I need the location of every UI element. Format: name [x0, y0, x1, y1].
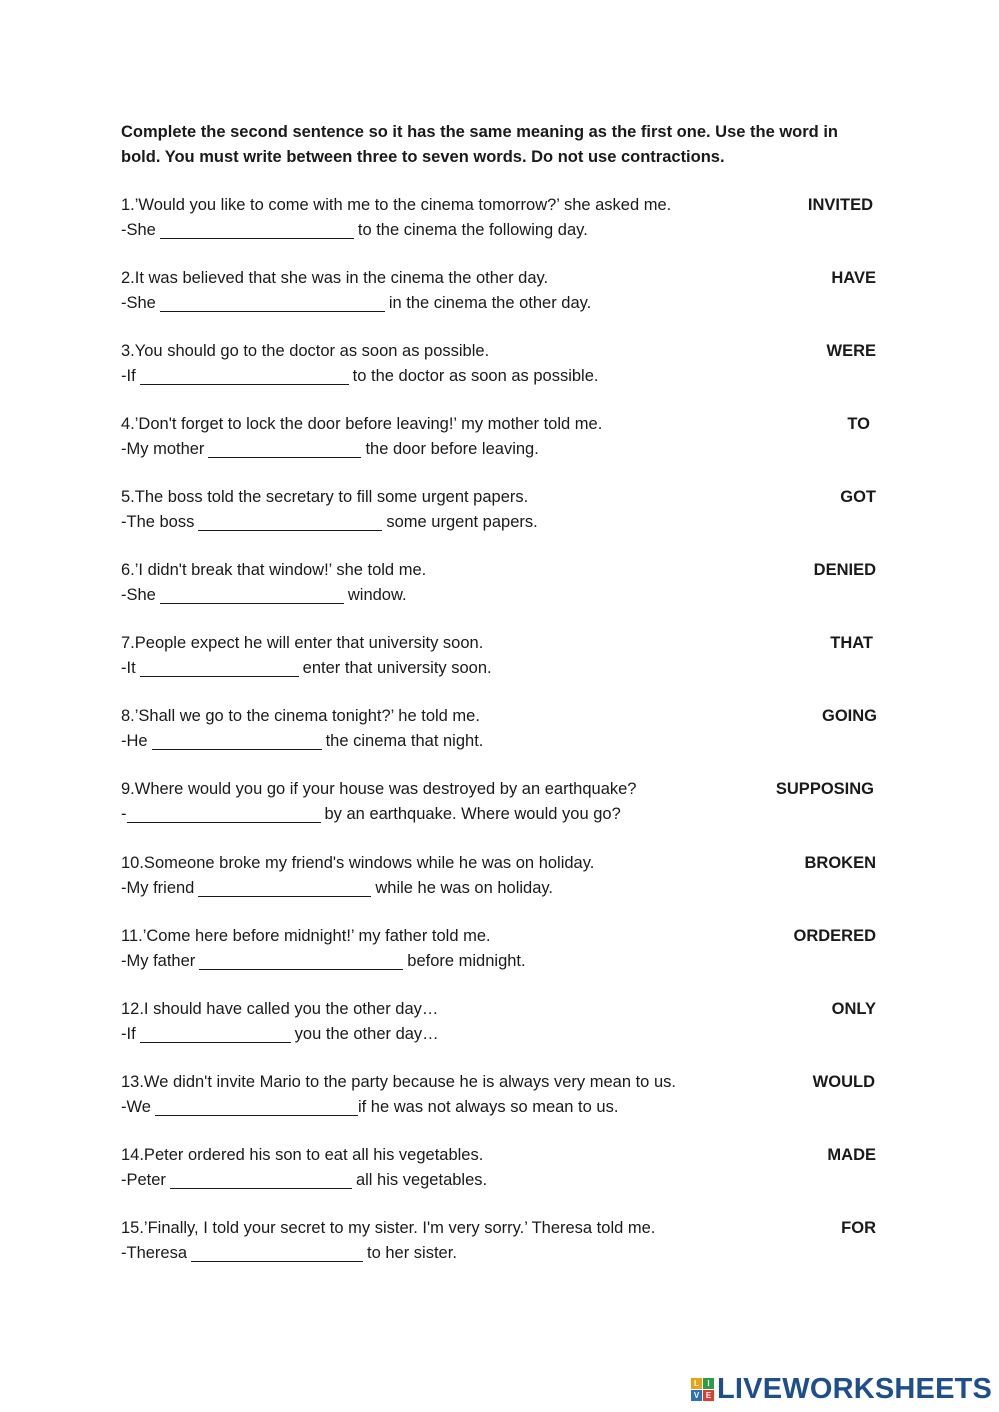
answer-input[interactable] — [140, 660, 299, 677]
answer-suffix: all his vegetables. — [355, 1170, 488, 1189]
original-sentence: 2.It was believed that she was in the cinema the other day. — [121, 269, 549, 287]
instructions: Complete the second sentence so it has the same meaning as the first one. Use the word in bold. You must write between three to seven words. Do not use contractions. — [121, 123, 839, 166]
original-sentence: 6.’I didn't break that window!’ she told me. — [121, 561, 427, 579]
logo-tile: V — [691, 1390, 702, 1401]
exercise-item — [121, 851, 876, 901]
original-sentence: 3.You should go to the doctor as soon as possible. — [121, 342, 490, 360]
answer-suffix: to her sister. — [367, 1243, 457, 1262]
answer-input[interactable] — [160, 587, 344, 604]
original-sentence: 5.The boss told the secretary to fill some urgent papers. — [121, 488, 529, 506]
answer-prefix: -She — [121, 293, 156, 312]
keyword: THAT — [830, 634, 873, 652]
answer-input[interactable] — [140, 1026, 291, 1043]
answer-input[interactable] — [199, 953, 403, 970]
exercise-item — [121, 1070, 876, 1120]
answer-prefix: -He — [121, 731, 148, 750]
answer-input[interactable] — [191, 1245, 363, 1262]
answer-input[interactable] — [140, 368, 349, 385]
exercise-item — [121, 412, 876, 462]
answer-prefix: -If — [121, 366, 136, 385]
answer-suffix: window. — [347, 585, 407, 604]
answer-line — [121, 1241, 876, 1266]
answer-line — [121, 656, 876, 681]
answer-suffix: the door before leaving. — [365, 439, 539, 458]
answer-prefix: -My mother — [121, 439, 205, 458]
answer-prefix: -She — [121, 220, 156, 239]
logo-tile: L — [691, 1378, 702, 1389]
exercise-item — [121, 266, 876, 316]
keyword: SUPPOSING — [775, 780, 874, 798]
keyword: ORDERED — [793, 927, 876, 945]
answer-suffix: if he was not always so mean to us. — [357, 1097, 619, 1116]
keyword: GOT — [840, 488, 876, 506]
answer-prefix: -If — [121, 1024, 136, 1043]
answer-prefix: -The boss — [121, 512, 195, 531]
answer-input[interactable] — [170, 1172, 352, 1189]
exercise-item — [121, 558, 876, 608]
answer-line — [121, 949, 876, 974]
original-sentence: 4.’Don't forget to lock the door before leaving!’ my mother told me. — [121, 415, 603, 433]
keyword: BROKEN — [804, 854, 876, 872]
original-sentence: 11.’Come here before midnight!’ my father told me. — [121, 927, 491, 945]
logo-icon — [691, 1378, 714, 1401]
keyword: ONLY — [831, 1000, 876, 1018]
original-sentence: 14.Peter ordered his son to eat all his vegetables. — [121, 1146, 484, 1164]
keyword: INVITED — [807, 196, 873, 214]
answer-suffix: by an earthquake. Where would you go? — [324, 804, 621, 823]
logo-text: LIVEWORKSHEETS — [717, 1372, 993, 1405]
original-sentence: 7.People expect he will enter that university soon. — [121, 634, 484, 652]
answer-prefix: -My friend — [121, 878, 195, 897]
answer-prefix: -She — [121, 585, 156, 604]
answer-input[interactable] — [160, 295, 385, 312]
answer-input[interactable] — [155, 1099, 358, 1116]
exercise-item — [121, 997, 876, 1047]
exercise-item — [121, 777, 876, 827]
answer-input[interactable] — [160, 222, 354, 239]
keyword: GOING — [821, 707, 877, 725]
answer-prefix: -It — [121, 658, 136, 677]
liveworksheets-logo — [691, 1374, 992, 1404]
original-sentence: 8.’Shall we go to the cinema tonight?’ he told me. — [121, 707, 480, 725]
answer-line — [121, 729, 876, 754]
logo-tile: E — [703, 1390, 714, 1401]
original-sentence: 10.Someone broke my friend's windows while he was on holiday. — [121, 854, 595, 872]
answer-prefix: -We — [121, 1097, 151, 1116]
original-sentence: 12.I should have called you the other day… — [121, 1000, 439, 1018]
exercise-item — [121, 339, 876, 389]
keyword: TO — [847, 415, 870, 433]
exercise-item — [121, 1216, 876, 1266]
exercise-item — [121, 924, 876, 974]
answer-suffix: enter that university soon. — [302, 658, 492, 677]
keyword: WERE — [826, 342, 876, 360]
answer-prefix: - — [121, 804, 127, 823]
answer-line — [121, 802, 876, 827]
answer-prefix: -My father — [121, 951, 196, 970]
original-sentence: 15.’Finally, I told your secret to my sister. I'm very sorry.’ Theresa told me. — [121, 1219, 656, 1237]
answer-input[interactable] — [198, 880, 371, 897]
keyword: WOULD — [812, 1073, 875, 1091]
answer-input[interactable] — [127, 806, 321, 823]
answer-line — [121, 583, 876, 608]
answer-prefix: -Peter — [121, 1170, 166, 1189]
logo-tile: I — [703, 1378, 714, 1389]
answer-line — [121, 1095, 876, 1120]
answer-suffix: before midnight. — [407, 951, 526, 970]
exercise-item — [121, 485, 876, 535]
keyword: DENIED — [813, 561, 876, 579]
answer-line — [121, 1022, 876, 1047]
answer-suffix: to the doctor as soon as possible. — [352, 366, 599, 385]
answer-prefix: -Theresa — [121, 1243, 188, 1262]
keyword: HAVE — [831, 269, 876, 287]
answer-input[interactable] — [152, 733, 322, 750]
answer-suffix: the cinema that night. — [325, 731, 484, 750]
keyword: FOR — [841, 1219, 876, 1237]
original-sentence: 9.Where would you go if your house was destroyed by an earthquake? — [121, 780, 637, 798]
answer-suffix: you the other day… — [294, 1024, 439, 1043]
original-sentence: 1.’Would you like to come with me to the cinema tomorrow?’ she asked me. — [121, 196, 672, 214]
answer-suffix: some urgent papers. — [386, 512, 538, 531]
exercise-item — [121, 1143, 876, 1193]
answer-suffix: in the cinema the other day. — [388, 293, 592, 312]
answer-suffix: while he was on holiday. — [375, 878, 553, 897]
answer-line — [121, 876, 876, 901]
answer-line — [121, 364, 876, 389]
answer-line — [121, 291, 876, 316]
answer-line — [121, 437, 876, 462]
answer-line — [121, 510, 876, 535]
keyword: MADE — [827, 1146, 876, 1164]
answer-input[interactable] — [198, 514, 382, 531]
answer-line — [121, 218, 876, 243]
answer-suffix: to the cinema the following day. — [357, 220, 588, 239]
answer-line — [121, 1168, 876, 1193]
exercise-item — [121, 704, 876, 754]
exercise-item — [121, 193, 876, 243]
original-sentence: 13.We didn't invite Mario to the party because he is always very mean to us. — [121, 1073, 676, 1091]
exercise-item — [121, 631, 876, 681]
answer-input[interactable] — [208, 441, 361, 458]
